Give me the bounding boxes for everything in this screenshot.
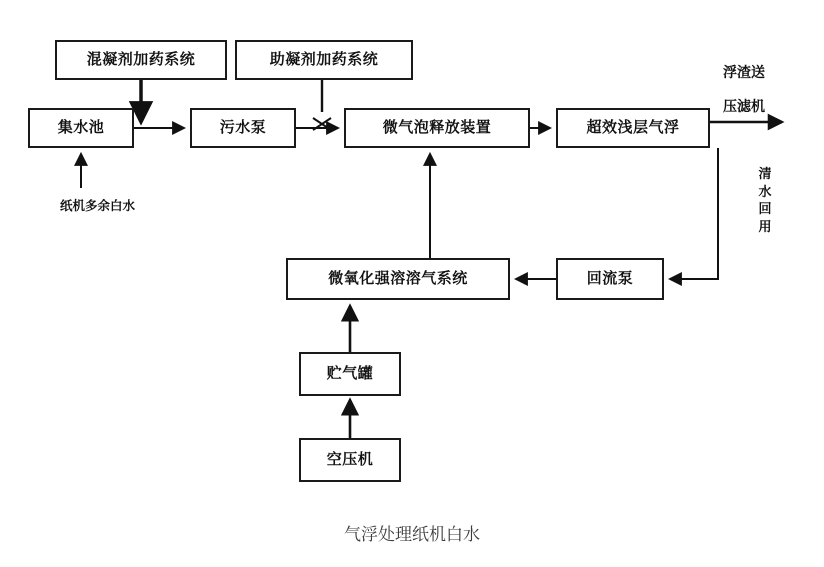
node-label: 空压机 (326, 450, 374, 469)
figure-caption: 气浮处理纸机白水 (344, 525, 480, 545)
node-label: 回流泵 (586, 269, 634, 288)
node-label: 贮气罐 (326, 364, 374, 383)
node-coagulant-dosing[interactable] (55, 40, 227, 80)
node-flocculant-aid-dosing[interactable] (235, 40, 413, 80)
label-clear-water-reuse: 清水回用 (758, 167, 772, 235)
node-micro-bubble-release[interactable] (344, 108, 530, 148)
node-collection-tank[interactable] (28, 108, 134, 148)
label-excess-white-water: 纸机多余白水 (60, 198, 136, 213)
node-label: 微气泡释放装置 (382, 118, 492, 137)
node-label: 集水池 (57, 118, 105, 137)
connector-dissolving-to-release (398, 154, 430, 258)
node-air-storage-tank[interactable] (299, 352, 401, 396)
label-scum-to-filter-press-line1: 浮渣送 (723, 65, 765, 81)
node-label: 微氧化强溶溶气系统 (328, 269, 468, 288)
node-micro-oxidation-dissolving[interactable] (286, 258, 510, 300)
node-sewage-pump[interactable] (190, 108, 296, 148)
node-label: 混凝剂加药系统 (86, 50, 196, 69)
label-scum-to-filter-press-line2: 压滤机 (723, 99, 765, 115)
connector-flocculant-to-mainline (313, 80, 331, 130)
node-reflux-pump[interactable] (556, 258, 664, 300)
node-label: 污水泵 (219, 118, 267, 137)
node-shallow-air-flotation[interactable] (556, 108, 710, 148)
node-label: 超效浅层气浮 (586, 118, 680, 137)
node-label: 助凝剂加药系统 (269, 50, 379, 69)
node-air-compressor[interactable] (299, 438, 401, 482)
connector-flotation-to-reflux-pump (670, 148, 718, 279)
